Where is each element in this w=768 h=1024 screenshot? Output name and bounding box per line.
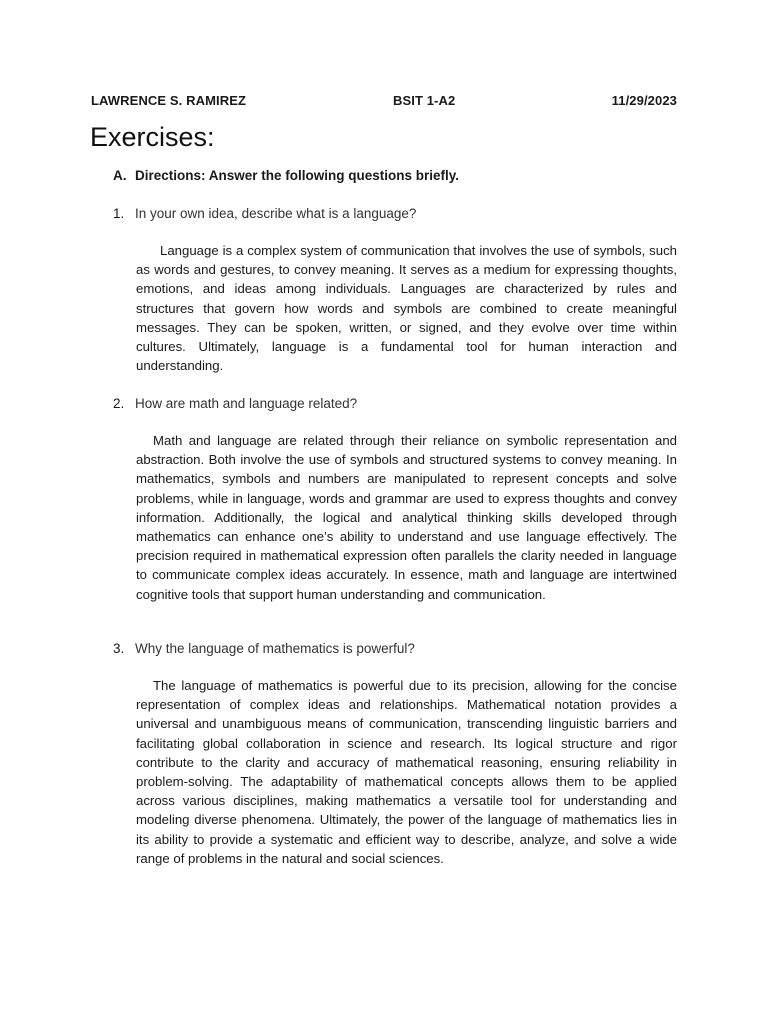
question-number: 3. [113, 641, 125, 656]
question-2 [113, 396, 357, 411]
directions [113, 168, 459, 183]
question-number: 1. [113, 206, 125, 221]
document-header [91, 93, 677, 111]
page-title: Exercises: [90, 122, 215, 152]
student-section: BSIT 1-A2 [393, 93, 456, 108]
answer-1: Language is a complex system of communication that involves the use of symbols, such as words and gestures, to convey meaning. It serves as a medium for expressing thoughts, emotions, and ideas among individuals. Languages are characterized by rules and structures that govern how words and symbols are combined to create meaningful messages. They can be spoken, written, or signed, and they evolve over time within cultures. Ultimately, language is a fundamental tool for human interaction and understanding. [136, 243, 677, 374]
question-number: 2. [113, 396, 125, 411]
question-3 [113, 641, 415, 656]
question-text: In your own idea, describe what is a language? [135, 206, 417, 221]
question-1 [113, 206, 416, 221]
student-name: LAWRENCE S. RAMIREZ [91, 93, 247, 108]
directions-text: Directions: Answer the following questions briefly. [135, 168, 460, 183]
document-date: 11/29/2023 [611, 93, 677, 108]
question-text: Why the language of mathematics is powerful? [135, 641, 415, 656]
answer-2: Math and language are related through their reliance on symbolic representation and abstraction. Both involve the use of symbols and structured systems to convey meaning. In mathematics, symbols and numbers are manipulated to represent concepts and solve problems, while in language, words and grammar are used to express thoughts and convey information. Additionally, the logical and analytical thinking skills developed through mathematics can enhance one’s ability to understand and use language effectively. The precision required in mathematical expression often parallels the clarity needed in language to communicate complex ideas accurately. In essence, math and language are intertwined cognitive tools that support human understanding and communication. [136, 433, 677, 602]
answer-3: The language of mathematics is powerful due to its precision, allowing for the concise representation of complex ideas and relationships. Mathematical notation provides a universal and unambiguous means of communication, transcending linguistic barriers and facilitating global collaboration in science and research. Its logical structure and rigor contribute to the clarity and accuracy of mathematical reasoning, ensuring reliability in problem-solving. The adaptability of mathematical concepts allows them to be applied across various disciplines, making mathematics a versatile tool for understanding and modeling diverse phenomena. Ultimately, the power of the language of mathematics lies in its ability to provide a systematic and efficient way to describe, analyze, and solve a wide range of problems in the natural and social sciences. [136, 678, 677, 866]
question-text: How are math and language related? [135, 396, 358, 411]
directions-letter: A. [113, 168, 127, 183]
